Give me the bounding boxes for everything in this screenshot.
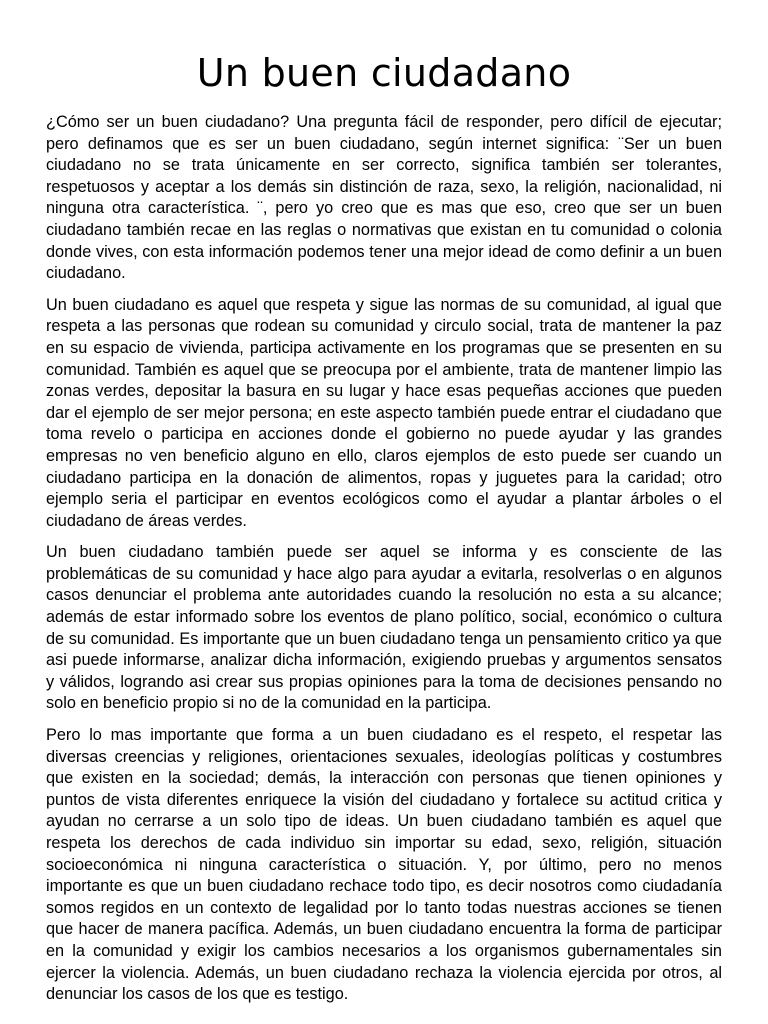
paragraph-2: Un buen ciudadano es aquel que respeta y sigue las normas de su comunidad, al igual que respeta a las personas que rodean su comunidad y circulo social, trata de mantener la paz en su espacio de vivienda, participa activamente en los programas que se presenten en su comunidad. También es aquel que se preocupa por el ambiente, trata de mantener limpio las zonas verdes, depositar la basura en su lugar y hace esas pequeñas acciones que pueden dar el ejemplo de ser mejor persona; en este aspecto también puede entrar el ciudadano que toma revelo o participa en acciones donde el gobierno no puede ayudar y las grandes empresas no ven beneficio alguno en ello, claros ejemplos de esto puede ser cuando un ciudadano participa en la donación de alimentos, ropas y juguetes para la caridad; otro ejemplo seria el participar en eventos ecológicos como el ayudar a plantar árboles o el ciudadano de áreas verdes.: [46, 295, 722, 530]
paragraph-1: ¿Cómo ser un buen ciudadano? Una pregunta fácil de responder, pero difícil de ejecutar; pero definamos que es ser un buen ciudadano, según internet significa: ¨Ser un buen ciudadano no se trata únicamente en ser correcto, significa también ser tolerantes, respetuosos y aceptar a los demás sin distinción de raza, sexo, la religión, nacionalidad, ni ninguna otra característica. ¨, pero yo creo que es mas que eso, creo que ser un buen ciudadano también recae en las reglas o normativas que existan en tu comunidad o colonia donde vives, con esta información podemos tener una mejor idead de como definir a un buen ciudadano.: [46, 113, 722, 283]
paragraph-4: Pero lo mas importante que forma a un buen ciudadano es el respeto, el respetar las diversas creencias y religiones, orientaciones sexuales, ideologías políticas y costumbres que existen en la sociedad; demás, la interacción con personas que tienen opiniones y puntos de vista diferentes enriquece la visión del ciudadano y fortalece su actitud critica y ayudan no cerrarse a un solo tipo de ideas. Un buen ciudadano también es aquel que respeta los derechos de cada individuo sin importar su edad, sexo, religión, situación socioeconómica ni ninguna característica o situación. Y, por último, pero no menos importante es que un buen ciudadano rechace todo tipo, es decir nosotros como ciudadanía somos regidos en un contexto de legalidad por lo tanto todas nuestras acciones se tienen que hacer de manera pacífica. Además, un buen ciudadano encuentra la forma de participar en la comunidad y exigir los cambios necesarios a los organismos gubernamentales sin ejercer la violencia. Además, un buen ciudadano rechaza la violencia ejercida por otros, al denunciar los casos de los que es testigo.: [46, 726, 722, 1004]
paragraph-3: Un buen ciudadano también puede ser aquel se informa y es consciente de las problemáticas de su comunidad y hace algo para ayudar a evitarla, resolverlas o en algunos casos denunciar el problema ante autoridades cuando la resolución no esta a su alcance; además de estar informado sobre los eventos de plano político, social, económico o cultura de su comunidad. Es importante que un buen ciudadano tenga un pensamiento critico ya que asi puede informarse, analizar dicha información, exigiendo pruebas y argumentos sensatos y válidos, logrando asi crear sus propias opiniones para la toma de decisiones pensando no solo en beneficio propio si no de la comunidad en la participa.: [46, 543, 722, 713]
document-title: Un buen ciudadano: [196, 51, 572, 95]
document-page: [46, 48, 722, 1016]
